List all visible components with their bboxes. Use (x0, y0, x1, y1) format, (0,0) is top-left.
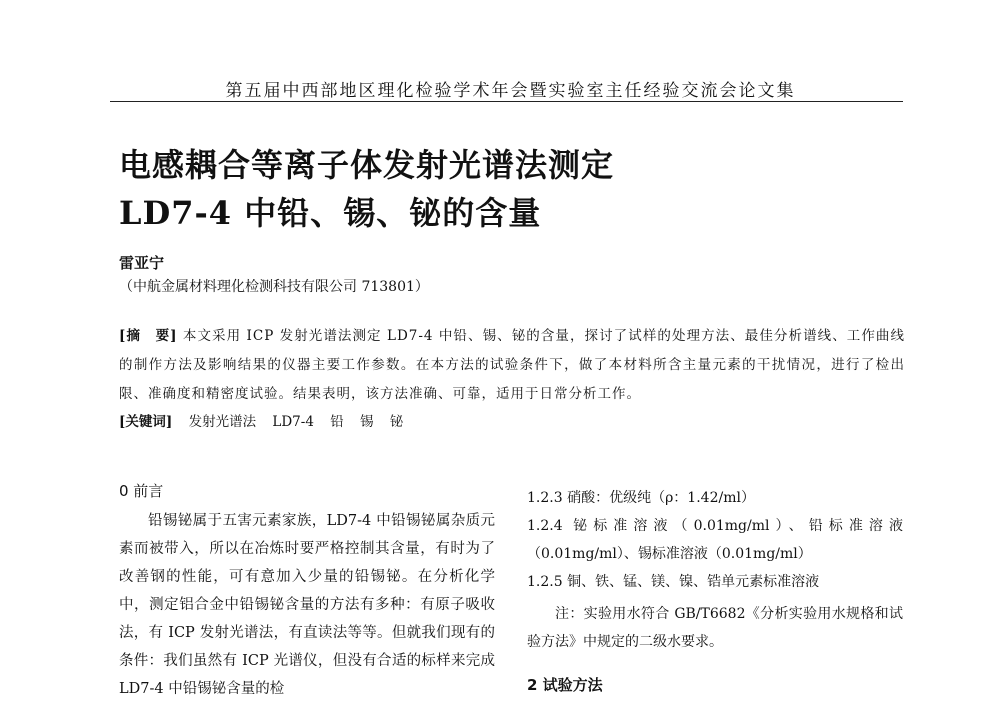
keywords-label: [关键词] (119, 414, 173, 430)
section-heading-introduction: 0 前言 (119, 482, 164, 500)
right-column (527, 484, 903, 695)
author-affiliation: （中航金属材料理化检测科技有限公司 713801） (119, 279, 429, 295)
keyword-item: 锡 (360, 414, 374, 430)
keyword-item: LD7-4 (272, 414, 314, 430)
abstract-text: 本文采用 ICP 发射光谱法测定 LD7-4 中铅、锡、铋的含量，探讨了试样的处理方法、最佳分析谱线、工作曲线的制作方法及影响结果的仪器主要工作参数。在本方法的试验条件下，做了本材料所含主量元素的干扰情况，进行了检出限、准确度和精密度试验。结果表明，该方法准确、可靠，适用于日常分析工作。 (119, 328, 905, 402)
header-rule (110, 101, 903, 102)
article-title-line-1: 电感耦合等离子体发射光谱法测定 (119, 146, 615, 184)
keyword-item: 发射光谱法 (188, 414, 257, 430)
section-heading-methods: 2 试验方法 (527, 676, 603, 694)
water-note: 注：实验用水符合 GB/T6682《分析实验用水规格和试验方法》中规定的二级水要求。 (527, 606, 903, 650)
author-name: 雷亚宁 (119, 254, 165, 272)
abstract (119, 322, 905, 409)
abstract-label: [摘 要] (119, 328, 178, 344)
running-header: 第五届中西部地区理化检验学术年会暨实验室主任经验交流会论文集 (225, 81, 796, 101)
reagent-item: 1.2.5 铜、铁、锰、镁、镍、锆单元素标准溶液 (527, 574, 820, 590)
article-title-line-2: LD7-4 中铅、锡、铋的含量 (119, 194, 542, 232)
reagent-item: 1.2.4 铋标准溶液（0.01mg/ml）、铅标准溶液（0.01mg/ml）、锡标准溶液（0.01mg/ml） (527, 518, 903, 562)
left-column (119, 480, 495, 703)
introduction-paragraph: 铅锡铋属于五害元素家族，LD7-4 中铅锡铋属杂质元素而被带入，所以在冶炼时要严格控制其含量，有时为了改善钢的性能，可有意加入少量的铅锡铋。在分析化学中，测定铝合金中铅锡铋含量的方法有多种：有原子吸收法，有 ICP 发射光谱法，有直读法等等。但就我们现有的条件：我们虽然有 ICP 光谱仪，但没有合适的标样来完成 LD7-4 中铅锡铋含量的检 (119, 513, 495, 697)
keyword-item: 铅 (330, 414, 344, 430)
reagent-item: 1.2.3 硝酸：优级纯（ρ：1.42/ml） (527, 490, 755, 506)
keywords (119, 410, 403, 430)
keyword-item: 铋 (389, 414, 404, 430)
